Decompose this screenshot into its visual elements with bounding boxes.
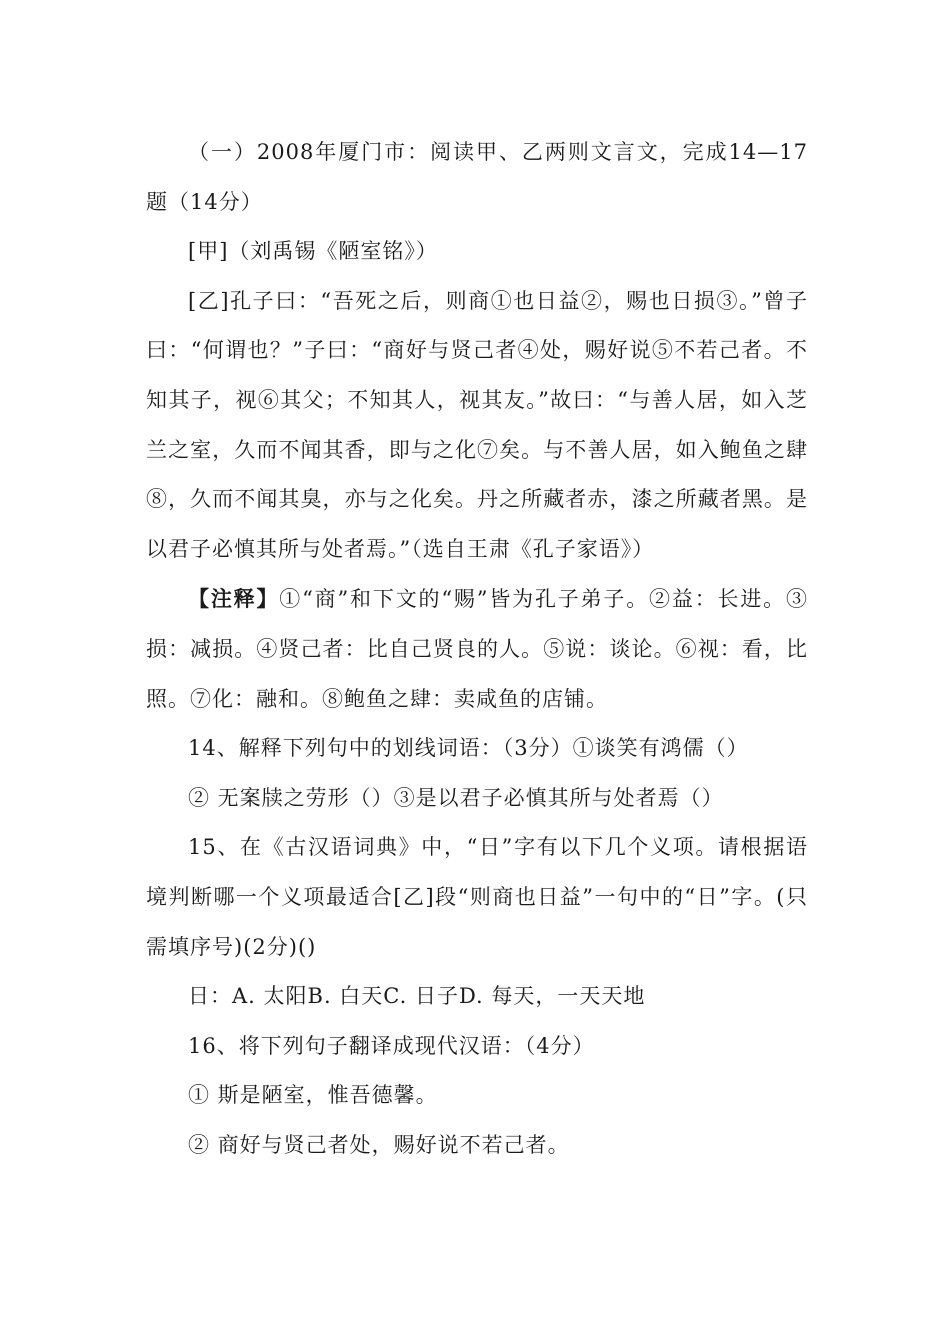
question-15: 15、在《古汉语词典》中，“日”字有以下几个义项。请根据语境判断哪一个义项最适合[乙]段“则商也日益”一句中的“日”字。(只需填序号)(2分)() bbox=[146, 835, 808, 959]
question-16-item-1: ① 斯是陋室，惟吾德馨。 bbox=[188, 1083, 438, 1108]
annotation-paragraph bbox=[146, 574, 808, 724]
question-16: 16、将下列句子翻译成现代汉语：（4分） bbox=[188, 1033, 595, 1058]
annotation-label: 【注释】 bbox=[188, 586, 280, 612]
passage-yi: [乙]孔子曰：“吾死之后，则商①也日益②，赐也日损③。”曾子曰：“何谓也？”子曰：“商好与贤己者④处，赐好说⑤不若己者。不知其子，视⑥其父；不知其人，视其友。”故曰：“与善人居，如入芝兰之室，久而不闻其香，即与之化⑦矣。与不善人居，如入鲍鱼之肆⑧，久而不闻其臭，亦与之化矣。丹之所藏者赤，漆之所藏者黑。是以君子必慎其所与处者焉。”（选自王肃《孔子家语》） bbox=[146, 288, 808, 561]
question-14-continued: ② 无案牍之劳形（）③是以君子必慎其所与处者焉（） bbox=[188, 785, 724, 810]
intro-paragraph: （一）2008年厦门市：阅读甲、乙两则文言文，完成14—17题（14分） bbox=[146, 140, 808, 214]
question-14: 14、解释下列句中的划线词语：（3分）①谈笑有鸿儒（） bbox=[188, 736, 749, 761]
question-16-item-2: ② 商好与贤己者处，赐好说不若己者。 bbox=[188, 1132, 570, 1157]
annotation-text: ①“商”和下文的“赐”皆为孔子弟子。②益：长进。③损：减损。④贤己者：比自己贤良的人。⑤说：谈论。⑥视：看，比照。⑦化：融和。⑧鲍鱼之肆：卖咸鱼的店铺。 bbox=[146, 587, 808, 711]
passage-jia: [甲]（刘禹锡《陋室铭》） bbox=[188, 239, 438, 264]
question-15-options: 日：A. 太阳B. 白天C. 日子D. 每天，一天天地 bbox=[188, 984, 646, 1009]
document-body bbox=[146, 128, 808, 1170]
